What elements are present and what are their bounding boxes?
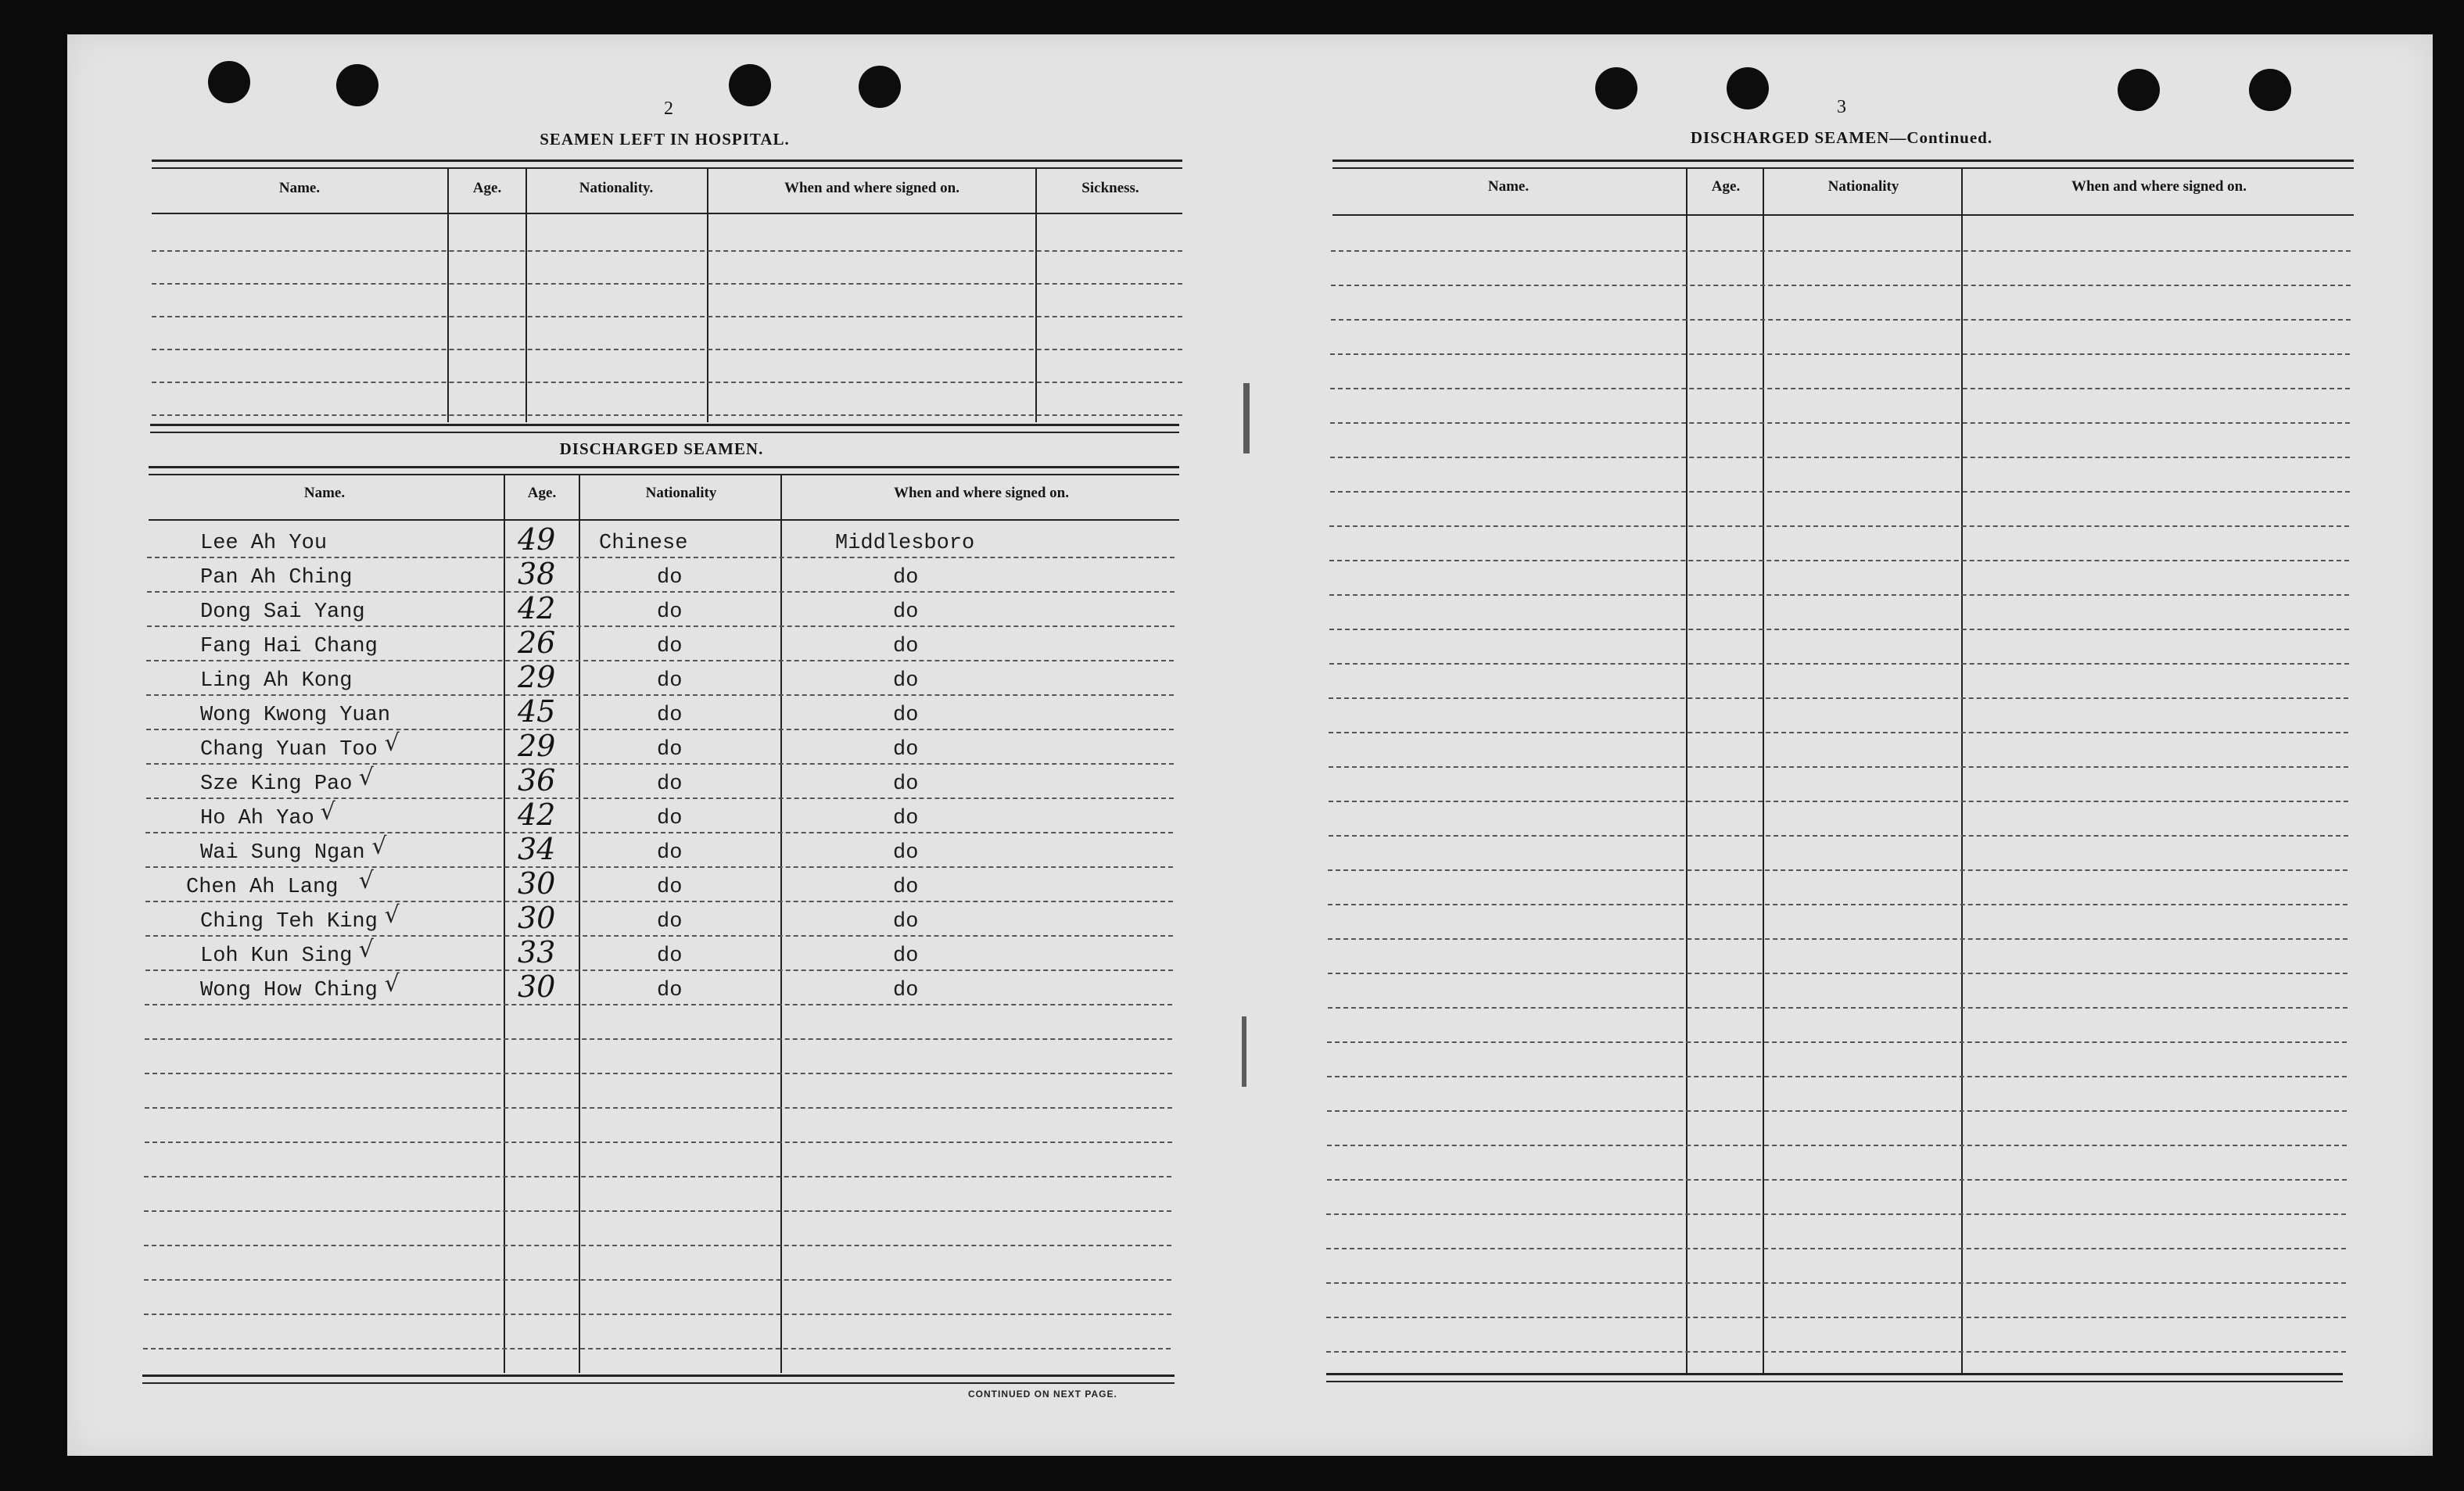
dotted-row — [1327, 1110, 2347, 1112]
rule — [152, 213, 1182, 214]
rule — [1326, 1381, 2343, 1382]
seaman-name: Lee Ah You — [200, 532, 328, 555]
seaman-age: 34 — [518, 832, 556, 866]
dotted-row — [1328, 938, 2347, 940]
check-mark-icon: √ — [358, 867, 374, 894]
dotted-row — [145, 901, 1173, 902]
dotted-row — [146, 763, 1174, 765]
seaman-signed-on: do — [893, 876, 919, 899]
dotted-row — [1330, 353, 2350, 355]
dotted-row — [1326, 1351, 2346, 1353]
column-divider — [707, 167, 708, 422]
dotted-row — [145, 1142, 1172, 1143]
right-col-nationality: Nationality — [1827, 178, 1899, 195]
seaman-age: 42 — [518, 591, 556, 625]
dotted-row — [1329, 697, 2348, 699]
dotted-row — [143, 1348, 1171, 1349]
seaman-age: 29 — [518, 660, 556, 694]
dotted-row — [145, 1073, 1172, 1074]
dotted-row — [1329, 560, 2349, 561]
seaman-nationality: do — [657, 772, 683, 796]
seaman-name: Loh Kun Sing — [200, 944, 353, 968]
right-col-name: Name. — [1487, 178, 1530, 195]
check-mark-icon: √ — [358, 936, 374, 963]
right-page-number: 3 — [1837, 97, 1846, 117]
seaman-nationality: do — [657, 876, 683, 899]
punch-hole — [1727, 67, 1769, 109]
seaman-signed-on: do — [893, 600, 919, 624]
column-divider — [1035, 167, 1037, 422]
seaman-name: Ling Ah Kong — [200, 669, 353, 693]
seaman-name: Sze King Pao — [200, 772, 353, 796]
document-paper — [67, 34, 2433, 1456]
rule — [150, 424, 1179, 426]
dotted-row — [1327, 1179, 2347, 1181]
hospital-col-signed-on: When and where signed on. — [784, 180, 959, 196]
dotted-row — [1327, 1076, 2347, 1077]
seaman-name: Chang Yuan Too — [200, 738, 378, 762]
dotted-row — [1328, 973, 2347, 974]
punch-hole — [208, 61, 250, 103]
dotted-row — [1329, 663, 2349, 665]
seaman-name: Dong Sai Yang — [200, 600, 365, 624]
dotted-row — [1328, 1007, 2347, 1009]
rule — [152, 159, 1182, 162]
seaman-nationality: Chinese — [599, 532, 688, 555]
dotted-row — [1329, 525, 2349, 527]
discharged-col-nationality: Nationality — [645, 485, 717, 501]
seaman-nationality: do — [657, 910, 683, 934]
punch-hole — [336, 64, 378, 106]
check-mark-icon: √ — [320, 798, 335, 826]
seaman-name: Wai Sung Ngan — [200, 841, 365, 865]
seaman-signed-on: do — [893, 944, 919, 968]
dotted-row — [145, 935, 1173, 937]
right-col-signed-on: When and where signed on. — [2071, 178, 2247, 195]
right-page-title: DISCHARGED SEAMEN—Continued. — [1690, 128, 1993, 147]
seaman-signed-on: Middlesboro — [835, 532, 975, 555]
discharged-col-name: Name. — [303, 485, 346, 501]
rule — [149, 466, 1179, 468]
seaman-name: Pan Ah Ching — [200, 566, 353, 590]
discharged-col-signed-on: When and where signed on. — [893, 485, 1069, 501]
dotted-row — [1330, 491, 2350, 493]
seaman-age: 30 — [518, 866, 556, 901]
punch-hole — [2249, 69, 2291, 111]
seaman-age: 26 — [518, 625, 556, 660]
hospital-col-age: Age. — [472, 180, 502, 196]
dotted-row — [146, 660, 1174, 661]
seaman-age: 29 — [518, 729, 556, 763]
seaman-name: Chen Ah Lang — [186, 876, 339, 899]
dotted-row — [1329, 835, 2348, 837]
punch-hole — [2118, 69, 2160, 111]
seaman-signed-on: do — [893, 704, 919, 727]
punch-hole — [1595, 67, 1637, 109]
hospital-section-title: SEAMEN LEFT IN HOSPITAL. — [540, 130, 790, 149]
seaman-name: Wong Kwong Yuan — [200, 704, 391, 727]
seaman-signed-on: do — [893, 772, 919, 796]
column-divider — [579, 474, 580, 1373]
dotted-row — [1329, 766, 2348, 768]
dotted-row — [1329, 801, 2348, 802]
seaman-nationality: do — [657, 600, 683, 624]
seaman-name: Ching Teh King — [200, 910, 378, 934]
seaman-age: 49 — [518, 522, 556, 557]
seaman-signed-on: do — [893, 979, 919, 1002]
check-mark-icon: √ — [384, 970, 400, 998]
dotted-row — [1326, 1213, 2346, 1215]
dotted-row — [145, 866, 1173, 868]
dotted-row — [147, 625, 1175, 627]
rule — [152, 167, 1182, 169]
dotted-row — [1331, 319, 2351, 321]
dotted-row — [144, 1314, 1171, 1315]
seaman-age: 30 — [518, 901, 556, 935]
hospital-col-nationality: Nationality. — [579, 180, 654, 196]
rule — [142, 1382, 1175, 1384]
check-mark-icon: √ — [371, 833, 387, 860]
column-divider — [504, 474, 505, 1373]
dotted-row — [152, 382, 1182, 383]
dotted-row — [1331, 250, 2351, 252]
hospital-col-name: Name. — [278, 180, 321, 196]
check-mark-icon: √ — [358, 764, 374, 791]
dotted-row — [1329, 732, 2348, 733]
seaman-age: 30 — [518, 970, 556, 1004]
dotted-row — [144, 1245, 1171, 1246]
column-divider — [447, 167, 449, 422]
rule — [1332, 214, 2354, 216]
rule — [150, 432, 1179, 433]
seaman-nationality: do — [657, 738, 683, 762]
dotted-row — [1330, 388, 2350, 389]
seaman-signed-on: do — [893, 738, 919, 762]
dotted-row — [152, 283, 1182, 285]
dotted-row — [1330, 422, 2350, 424]
seaman-name: Fang Hai Chang — [200, 635, 378, 658]
dotted-row — [152, 316, 1182, 317]
column-divider — [1763, 167, 1764, 1375]
dotted-row — [145, 1107, 1172, 1109]
dotted-row — [145, 1004, 1172, 1005]
seaman-signed-on: do — [893, 807, 919, 830]
rule — [1326, 1373, 2343, 1375]
seaman-age: 45 — [518, 694, 556, 729]
discharged-col-age: Age. — [527, 485, 557, 501]
dotted-row — [146, 797, 1174, 799]
rule — [149, 474, 1179, 475]
dotted-row — [1327, 1145, 2347, 1146]
dotted-row — [144, 1279, 1171, 1281]
seaman-nationality: do — [657, 566, 683, 590]
check-mark-icon: √ — [384, 901, 400, 929]
dotted-row — [1328, 904, 2347, 905]
spine-mark — [1243, 383, 1250, 453]
seaman-name: Ho Ah Yao — [200, 807, 314, 830]
punch-hole — [859, 66, 901, 108]
seaman-nationality: do — [657, 669, 683, 693]
seaman-nationality: do — [657, 807, 683, 830]
dotted-row — [145, 832, 1173, 833]
dotted-row — [152, 349, 1182, 350]
seaman-signed-on: do — [893, 841, 919, 865]
seaman-age: 42 — [518, 797, 556, 832]
spine-mark — [1242, 1016, 1246, 1087]
column-divider — [1961, 167, 1963, 1375]
continued-footer: CONTINUED ON NEXT PAGE. — [968, 1389, 1117, 1400]
seaman-nationality: do — [657, 635, 683, 658]
seaman-signed-on: do — [893, 566, 919, 590]
discharged-section-title: DISCHARGED SEAMEN. — [559, 439, 764, 458]
dotted-row — [144, 1210, 1171, 1212]
seaman-signed-on: do — [893, 669, 919, 693]
rule — [142, 1375, 1175, 1377]
seaman-age: 33 — [518, 935, 556, 970]
punch-hole — [729, 64, 771, 106]
column-divider — [525, 167, 527, 422]
seaman-name: Wong How Ching — [200, 979, 378, 1002]
seaman-nationality: do — [657, 704, 683, 727]
check-mark-icon: √ — [384, 729, 400, 757]
rule — [1332, 159, 2354, 162]
dotted-row — [1330, 457, 2350, 458]
right-col-age: Age. — [1711, 178, 1741, 195]
seaman-signed-on: do — [893, 635, 919, 658]
column-divider — [780, 474, 782, 1373]
dotted-row — [147, 591, 1175, 593]
left-page-number: 2 — [664, 99, 673, 119]
rule — [149, 519, 1179, 521]
dotted-row — [145, 1038, 1172, 1040]
dotted-row — [1328, 869, 2347, 871]
dotted-row — [146, 694, 1174, 696]
dotted-row — [1326, 1317, 2346, 1318]
seaman-nationality: do — [657, 979, 683, 1002]
column-divider — [1686, 167, 1687, 1375]
dotted-row — [1326, 1248, 2346, 1249]
rule — [1332, 167, 2354, 169]
dotted-row — [145, 970, 1173, 971]
dotted-row — [144, 1176, 1171, 1177]
dotted-row — [1331, 285, 2351, 286]
dotted-row — [146, 729, 1174, 730]
seaman-nationality: do — [657, 944, 683, 968]
dotted-row — [152, 414, 1182, 416]
dotted-row — [1329, 629, 2349, 630]
dotted-row — [1326, 1282, 2346, 1284]
seaman-age: 38 — [518, 557, 556, 591]
hospital-col-sickness: Sickness. — [1081, 180, 1139, 196]
dotted-row — [152, 250, 1182, 252]
dotted-row — [1329, 594, 2349, 596]
seaman-signed-on: do — [893, 910, 919, 934]
seaman-age: 36 — [518, 763, 556, 797]
dotted-row — [1327, 1041, 2347, 1043]
seaman-nationality: do — [657, 841, 683, 865]
dotted-row — [147, 557, 1175, 558]
